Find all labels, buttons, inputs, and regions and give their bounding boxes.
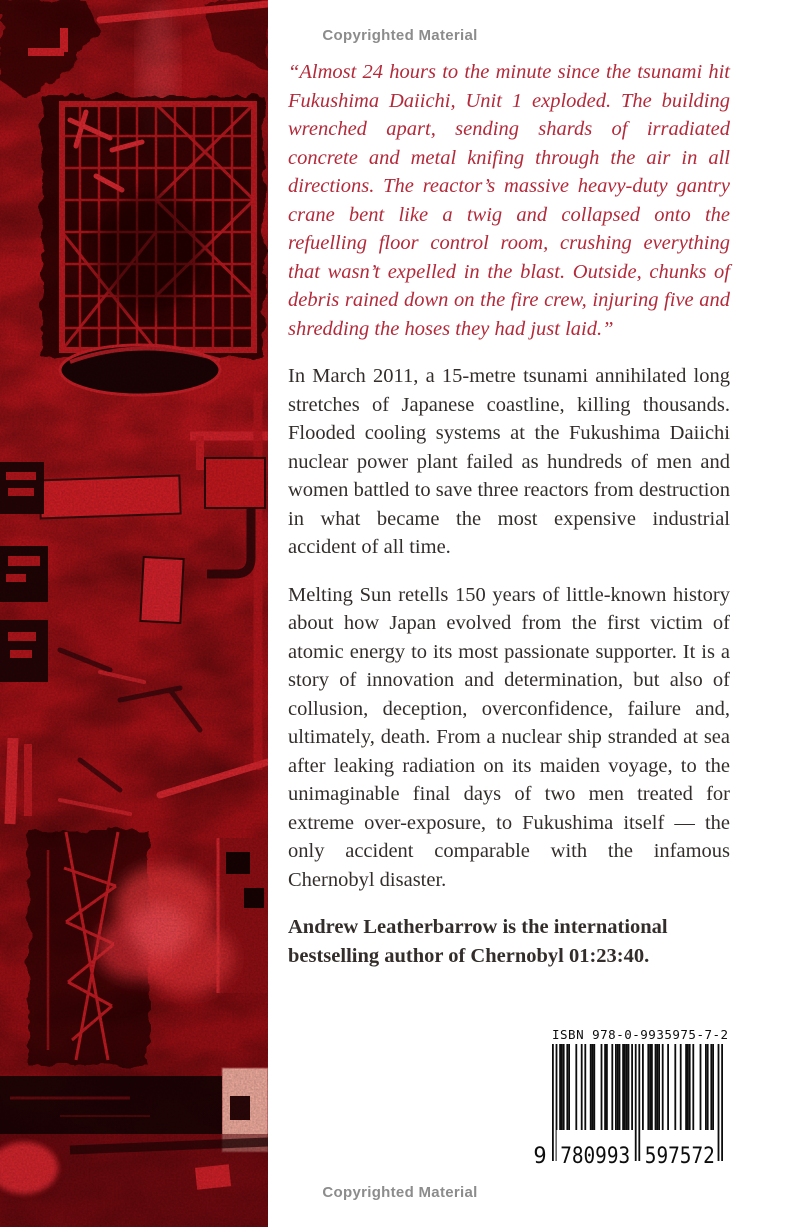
back-cover-text	[288, 58, 730, 989]
isbn-barcode	[531, 1027, 729, 1176]
svg-text:597572: 597572	[644, 1144, 715, 1169]
reactor-photo	[0, 0, 268, 1227]
isbn-label: ISBN 978-0-9935975-7-2	[552, 1027, 729, 1042]
ean13-barcode-bars	[531, 1044, 726, 1176]
author-bio: Andrew Leatherbarrow is the international bestselling author of Chernobyl 01:23:40.	[288, 916, 668, 967]
synopsis-paragraph-1: In March 2011, a 15-metre tsunami annihilated long stretches of Japanese coastline, killing thousands. Flooded cooling systems at the Fukushima Daiichi nuclear power plant failed as hundreds of men and women battled to save three reactors from destruction in what became the most expensive industrial accident of all time.	[288, 365, 730, 558]
copyright-notice-bottom: Copyrighted Material	[322, 1184, 478, 1201]
svg-text:780993: 780993	[560, 1144, 631, 1169]
pull-quote: “Almost 24 hours to the minute since the tsunami hit Fukushima Daiichi, Unit 1 exploded. The building wrenched apart, sending shards of irradiated concrete and metal knifing through the air in all directions. The reactor’s massive heavy-duty gantry crane bent like a twig and collapsed onto the refuelling floor control room, crushing everything that wasn’t expelled in the blast. Outside, chunks of debris rained down on the fire crew, injuring five and shredding the hoses they had just laid.”	[288, 61, 730, 340]
svg-text:9: 9	[533, 1144, 547, 1169]
synopsis-paragraph-2: Melting Sun retells 150 years of little-known history about how Japan evolved from the first victim of atomic energy to its most passionate supporter. It is a story of innovation and determination, but also of collusion, deception, overconfidence, failure and, ultimately, death. From a nuclear ship stranded at sea after leaking radiation on its maiden voyage, to the unimaginable final days of two men treated for extreme over-exposure, to Fukushima itself — the only accident comparable with the infamous Chernobyl disaster.	[288, 583, 730, 891]
copyright-notice-top: Copyrighted Material	[322, 27, 478, 44]
